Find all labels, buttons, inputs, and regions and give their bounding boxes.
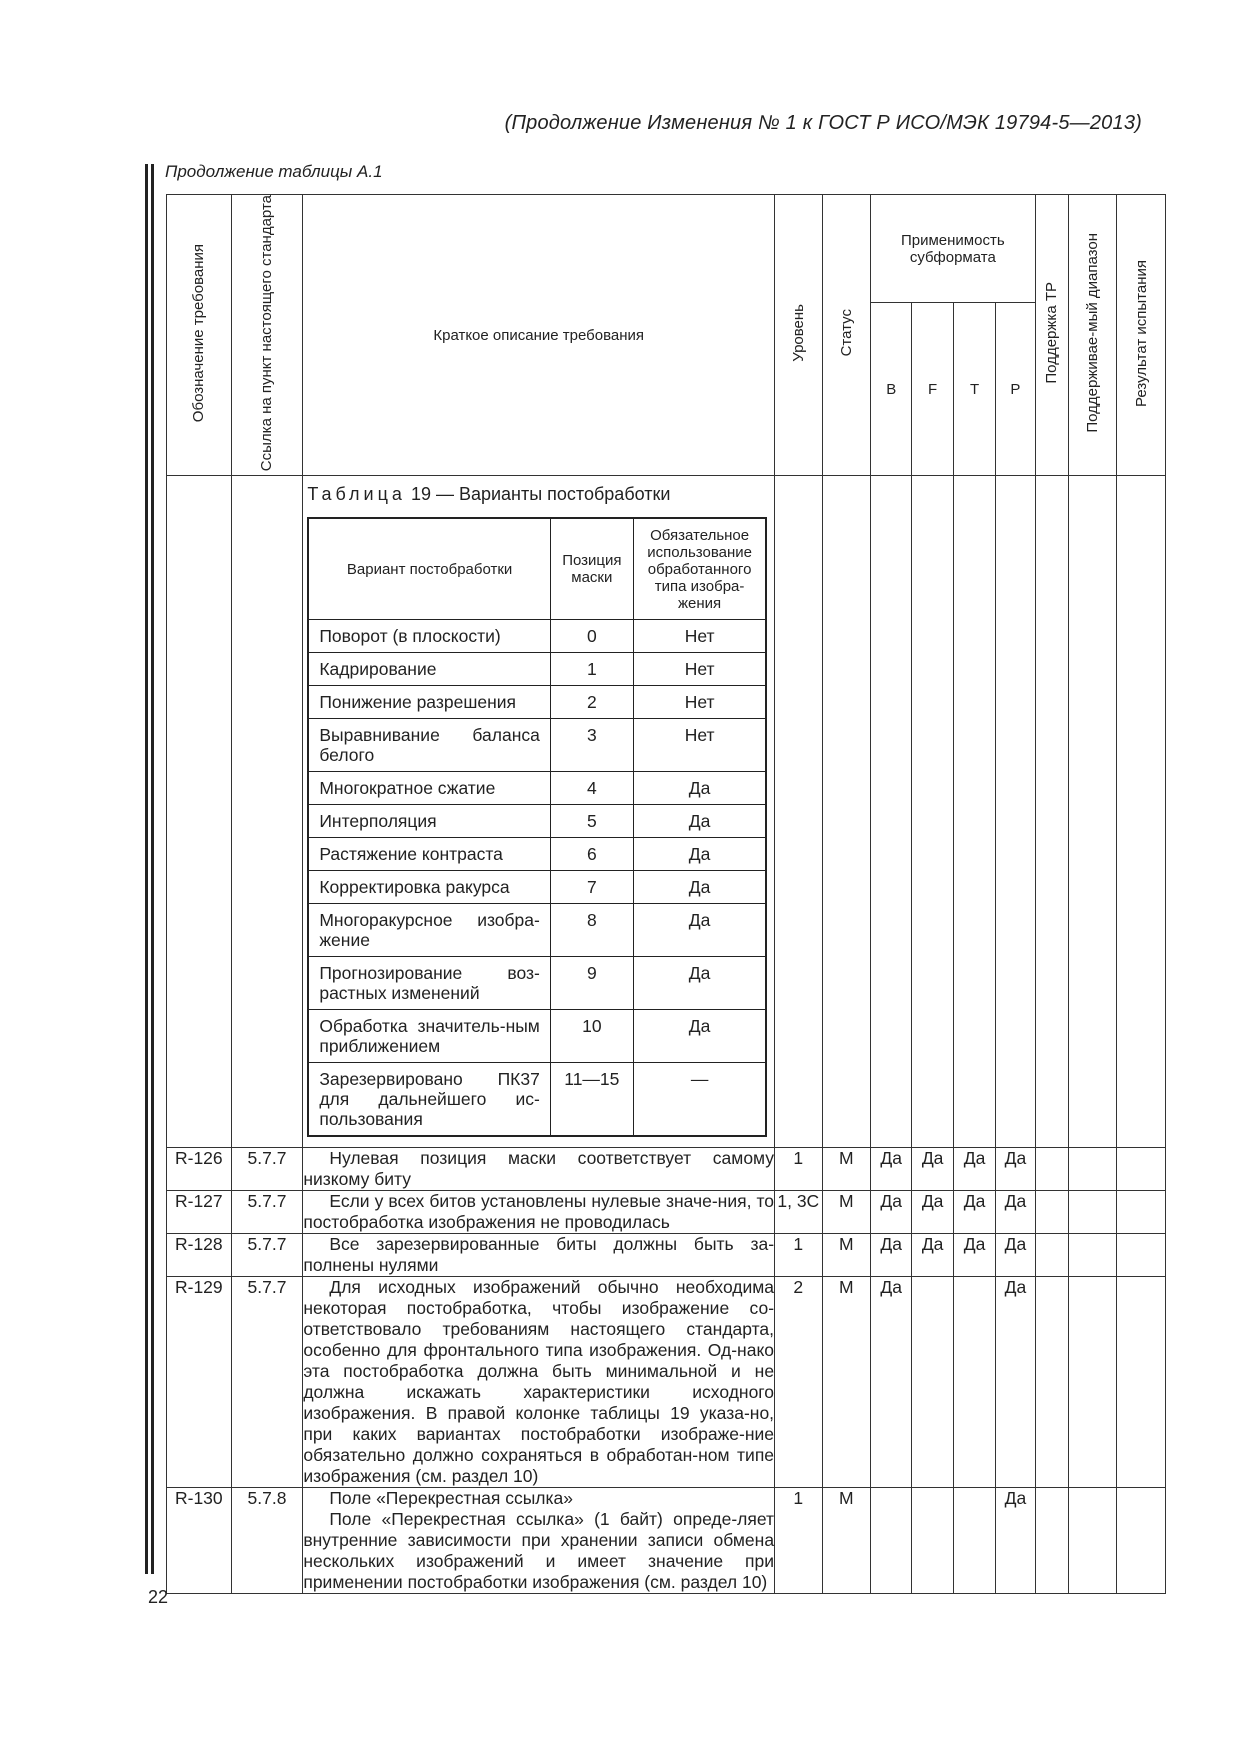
requirement-level: 1, 3С — [775, 1191, 822, 1234]
page-number: 22 — [148, 1587, 169, 1607]
requirement-id: R-129 — [167, 1277, 232, 1488]
requirement-ref: 5.7.7 — [231, 1148, 303, 1191]
requirement-level: 1 — [775, 1148, 822, 1191]
postprocessing-table — [307, 517, 767, 1137]
requirement-row — [167, 1277, 1166, 1488]
table-caption: Продолжение таблицы А.1 — [165, 162, 383, 181]
header-status: Статус — [822, 195, 870, 476]
applicability-b: Да — [871, 1148, 912, 1191]
applicability-t — [953, 1488, 995, 1594]
requirement-status: M — [822, 1148, 870, 1191]
applicability-t: Да — [953, 1234, 995, 1277]
requirement-level: 1 — [775, 1234, 822, 1277]
inner-table-row — [167, 476, 1166, 1148]
header-applicability: Применимость субформата — [871, 195, 1036, 303]
table-row: Прогнозирование воз-растных изменений 9 Да — [308, 957, 766, 1010]
requirement-ref: 5.7.7 — [231, 1277, 303, 1488]
applicability-b: Да — [871, 1234, 912, 1277]
applicability-f — [912, 1277, 953, 1488]
col-mandatory: Обязательное использование обработанного типа изобра-жения — [633, 518, 766, 620]
applicability-b: Да — [871, 1191, 912, 1234]
applicability-t: Да — [953, 1148, 995, 1191]
header-sub-p: P — [996, 303, 1035, 476]
header-row — [167, 195, 1166, 303]
header-reference: Ссылка на пункт настоящего стандарта — [231, 195, 303, 476]
requirement-ref: 5.7.7 — [231, 1191, 303, 1234]
table-row: Кадрирование 1 Нет — [308, 653, 766, 686]
applicability-p: Да — [996, 1277, 1035, 1488]
requirement-id: R-126 — [167, 1148, 232, 1191]
header-description: Краткое описание требования — [303, 195, 775, 476]
requirement-row — [167, 1191, 1166, 1234]
applicability-p: Да — [996, 1234, 1035, 1277]
postprocessing-header — [308, 518, 766, 620]
table-row: Поворот (в плоскости) 0 Нет — [308, 620, 766, 653]
requirement-status: M — [822, 1488, 870, 1594]
header-sub-f: F — [912, 303, 953, 476]
header-tp-support: Поддержка ТР — [1035, 195, 1068, 476]
requirement-description: Для исходных изображений обычно необходима некоторая постобработка, чтобы изображение со-ответствовало требованиям настоящего стандарта, особенно для фронтального типа изображения. Од-нако эта постобработка должна быть минимальной и не должна искажать характеристики исходного изображения. В правой колонке таблицы 19 указа-но, при каких вариантах постобработки изображе-ние обязательно должно сохраняться в обработан-ном типе изображения (см. раздел 10) — [303, 1277, 775, 1487]
applicability-b: Да — [871, 1277, 912, 1488]
header-supported-range: Поддерживае-мый диапазон — [1068, 195, 1116, 476]
col-mask-position: Позиция маски — [550, 518, 633, 620]
header-designation: Обозначение требования — [167, 195, 232, 476]
applicability-f: Да — [912, 1148, 953, 1191]
margin-change-bars — [145, 164, 157, 1574]
requirement-row — [167, 1148, 1166, 1191]
header-sub-b: B — [871, 303, 912, 476]
requirement-status: M — [822, 1191, 870, 1234]
table-row: Зарезервировано ПК37 для дальнейшего ис-пользования 11—15 — — [308, 1063, 766, 1137]
requirement-level: 2 — [775, 1277, 822, 1488]
inner-table-cell — [303, 476, 775, 1148]
requirement-description: Нулевая позиция маски соответствует самому низкому биту — [303, 1148, 775, 1190]
requirement-row — [167, 1234, 1166, 1277]
table-row: Интерполяция 5 Да — [308, 805, 766, 838]
applicability-t — [953, 1277, 995, 1488]
table-row: Многоракурсное изобра-жение 8 Да — [308, 904, 766, 957]
table-row: Растяжение контраста 6 Да — [308, 838, 766, 871]
applicability-p: Да — [996, 1191, 1035, 1234]
applicability-t: Да — [953, 1191, 995, 1234]
requirement-id: R-127 — [167, 1191, 232, 1234]
header-level: Уровень — [775, 195, 822, 476]
requirement-description: Поле «Перекрестная ссылка» Поле «Перекрестная ссылка» (1 байт) опреде-ляет внутренние зависимости при хранении записи обмена нескольких изображений и имеет значение при применении постобработки изображения (см. раздел 10) — [303, 1488, 775, 1593]
applicability-p: Да — [996, 1148, 1035, 1191]
applicability-b — [871, 1488, 912, 1594]
table-row: Понижение разрешения 2 Нет — [308, 686, 766, 719]
requirement-id: R-128 — [167, 1234, 232, 1277]
requirement-description: Все зарезервированные биты должны быть за-полнены нулями — [303, 1234, 775, 1276]
header-sub-t: T — [953, 303, 995, 476]
header-test-result: Результат испытания — [1117, 195, 1166, 476]
requirements-table — [166, 194, 1166, 1594]
table-row: Обработка значитель-ным приближением 10 Да — [308, 1010, 766, 1063]
running-head: (Продолжение Изменения № 1 к ГОСТ Р ИСО/МЭК 19794-5—2013) — [504, 112, 1142, 134]
table-row: Выравнивание баланса белого 3 Нет — [308, 719, 766, 772]
table-row: Корректировка ракурса 7 Да — [308, 871, 766, 904]
applicability-f — [912, 1488, 953, 1594]
applicability-f: Да — [912, 1191, 953, 1234]
inner-table-title: Таблица 19 — Варианты постобработки — [307, 484, 671, 505]
requirement-ref: 5.7.7 — [231, 1234, 303, 1277]
requirement-id: R-130 — [167, 1488, 232, 1594]
requirement-description: Если у всех битов установлены нулевые значе-ния, то постобработка изображения не проводилась — [303, 1191, 775, 1233]
applicability-f: Да — [912, 1234, 953, 1277]
requirement-level: 1 — [775, 1488, 822, 1594]
requirement-status: M — [822, 1234, 870, 1277]
col-variant: Вариант постобработки — [308, 518, 550, 620]
requirement-row — [167, 1488, 1166, 1594]
applicability-p: Да — [996, 1488, 1035, 1594]
requirement-ref: 5.7.8 — [231, 1488, 303, 1594]
table-row: Многократное сжатие 4 Да — [308, 772, 766, 805]
requirement-status: M — [822, 1277, 870, 1488]
